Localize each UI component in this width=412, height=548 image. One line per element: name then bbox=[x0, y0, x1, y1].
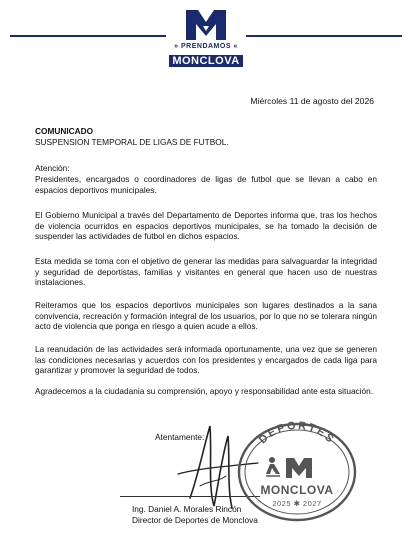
signer-name: Ing. Daniel A. Morales Rincón bbox=[132, 504, 242, 514]
stamp-m-icon bbox=[286, 458, 312, 478]
logo-m-icon bbox=[184, 8, 228, 42]
stamp-top-text: DEPORTES bbox=[256, 419, 338, 447]
signer-title: Director de Deportes de Monclova bbox=[132, 515, 258, 525]
document-subject: SUSPENSION TEMPORAL DE LIGAS DE FUTBOL. bbox=[35, 136, 229, 147]
document-heading-block bbox=[35, 126, 377, 147]
paragraph-recipients: Presidentes, encargados o coordinadores de ligas de futbol que se llevan a cabo en espacios deportivos municipales. bbox=[35, 174, 377, 195]
paragraph-thanks: Agradecemos a la ciudadania su comprensión, apoyo y responsabilidad ante esta situación. bbox=[35, 386, 374, 396]
paragraph-announcement: El Gobierno Municipal a través del Departamento de Deportes informa que, tras los hechos de violencia ocurridos en espacios deportivos municipales, se ha tomado la decisión de suspender las actividades de futbol en dichos espacios. bbox=[35, 210, 377, 242]
paragraph-reiteration: Reiteramos que los espacios deportivos municipales son lugares destinados a la sana convivencia, recreación y formación integral de los usuarios, por lo que no se tolerara ningún acto de violencia que ponga en riesgo a quien acude a ellos. bbox=[35, 300, 377, 332]
header-rule-left bbox=[10, 35, 166, 37]
document-date: Miércoles 11 de agosto del 2026 bbox=[250, 96, 374, 106]
paragraph-resumption: La reanudación de las actividades será informada oportunamente, una vez que se generen las condiciones necesarias y acuerdos con los presidentes y encargados de cada liga para garantizar y promover la seguridad de todos. bbox=[35, 344, 377, 376]
salutation: Atención: bbox=[35, 163, 70, 173]
document-heading: COMUNICADO bbox=[35, 126, 94, 136]
stamp-athlete-icon bbox=[266, 457, 280, 476]
stamp-years: 2025 ✱ 2027 bbox=[272, 499, 322, 508]
closing-text: Atentamente: bbox=[155, 432, 205, 442]
logo-subtitle: » PRENDAMOS « bbox=[174, 43, 238, 50]
paragraph-objective: Esta medida se toma con el objetivo de generar las medidas para salvaguardar la integridad y seguridad de deportistas, familias y visitantes en general que hacen uso de nuestras instalaciones. bbox=[35, 256, 377, 288]
stamp-center-text: MONCLOVA bbox=[260, 483, 334, 497]
prendamos-monclova-logo bbox=[166, 8, 246, 70]
logo-name: MONCLOVA bbox=[169, 55, 242, 67]
header-rule-right bbox=[246, 35, 402, 37]
deportes-monclova-stamp bbox=[236, 418, 358, 522]
